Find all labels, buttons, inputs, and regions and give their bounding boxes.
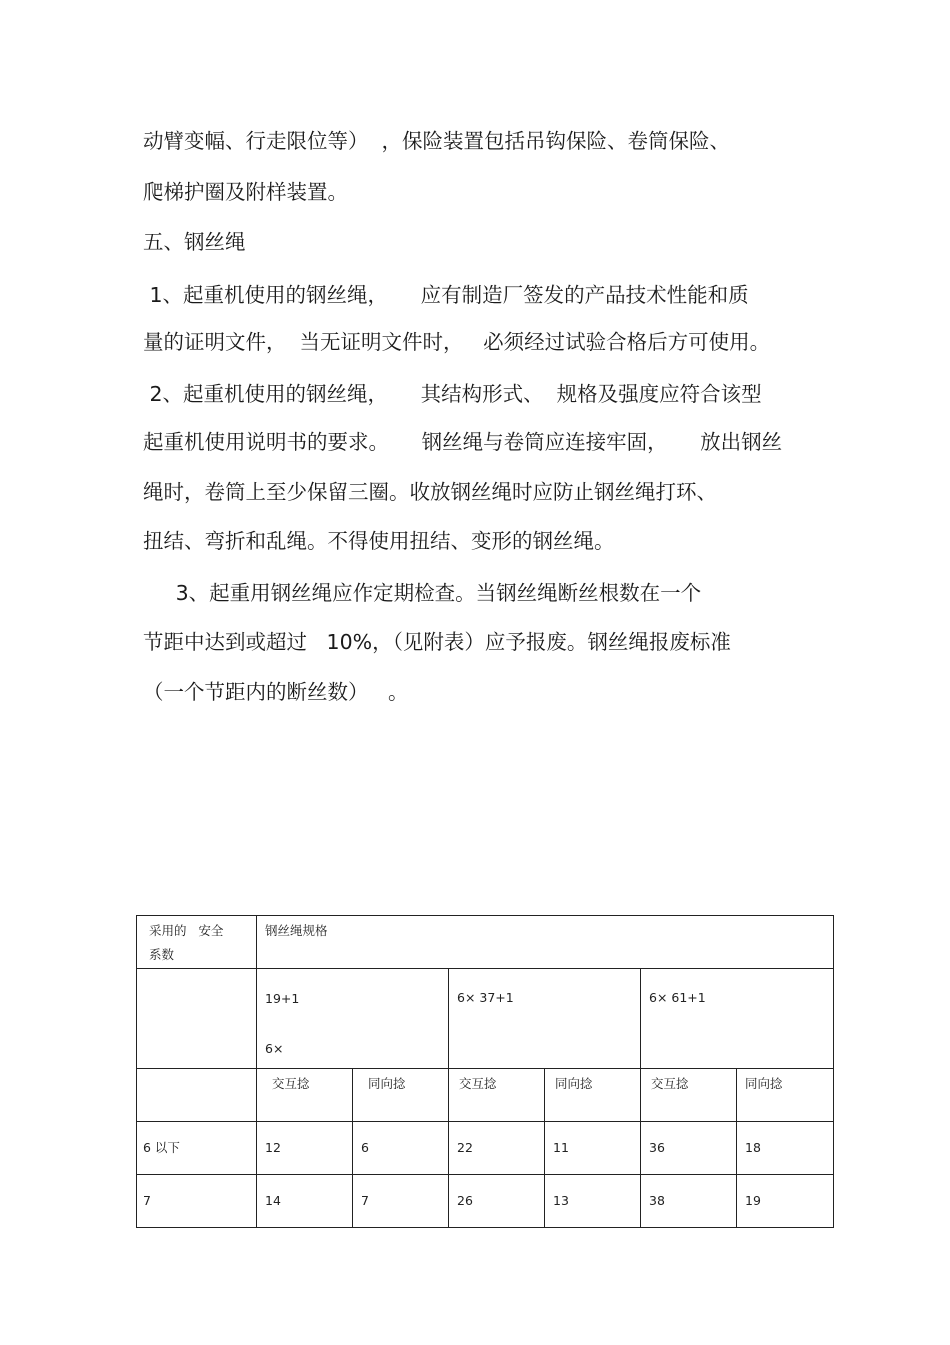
table-row — [137, 916, 834, 969]
table-cell: 13 — [545, 1175, 641, 1228]
table-subheader: 同向捻 — [737, 1069, 834, 1122]
wire-rope-scrap-table — [136, 915, 834, 1228]
table-cell-empty — [137, 969, 257, 1069]
paragraph-line: 1、起重机使用的钢丝绳， 应有制造厂签发的产品技术性能和质 — [143, 283, 749, 307]
table-cell: 7 — [353, 1175, 449, 1228]
paragraph-line: 3、起重用钢丝绳应作定期检查。当钢丝绳断丝根数在一个 — [143, 581, 702, 605]
table-cell: 26 — [449, 1175, 545, 1228]
table-spec-group: 19+1 6× — [257, 969, 449, 1069]
table-header-rope-spec: 钢丝绳规格 — [257, 916, 834, 969]
table-cell: 19 — [737, 1175, 834, 1228]
table-spec-group: 6× 37+1 — [449, 969, 641, 1069]
paragraph-line: 扭结、弯折和乱绳。不得使用扭结、变形的钢丝绳。 — [143, 529, 615, 553]
table-row — [137, 969, 834, 1069]
table-cell: 18 — [737, 1122, 834, 1175]
table-subheader: 同向捻 — [353, 1069, 449, 1122]
table-header-safety-factor: 采用的 安全 系数 — [137, 916, 257, 969]
paragraph-line: 起重机使用说明书的要求。 钢丝绳与卷筒应连接牢固， 放出钢丝 — [143, 430, 783, 454]
table-cell-factor: 7 — [137, 1175, 257, 1228]
section-heading: 五、钢丝绳 — [143, 230, 246, 254]
table-subheader: 交互捻 — [257, 1069, 353, 1122]
table-row — [137, 1175, 834, 1228]
table-row — [137, 1122, 834, 1175]
paragraph-line: （一个节距内的断丝数） 。 — [143, 680, 409, 704]
table-cell: 36 — [641, 1122, 737, 1175]
table-subheader: 同向捻 — [545, 1069, 641, 1122]
table-cell: 6 — [353, 1122, 449, 1175]
table-subheader: 交互捻 — [641, 1069, 737, 1122]
paragraph-line: 节距中达到或超过 10%，（见附表）应予报废。钢丝绳报废标准 — [143, 630, 731, 654]
table-cell: 12 — [257, 1122, 353, 1175]
table-row — [137, 1069, 834, 1122]
paragraph-line: 2、起重机使用的钢丝绳， 其结构形式、 规格及强度应符合该型 — [143, 382, 762, 406]
paragraph-line: 爬梯护圈及附样装置。 — [143, 180, 348, 204]
table-cell: 38 — [641, 1175, 737, 1228]
table-cell-factor: 6 以下 — [137, 1122, 257, 1175]
paragraph-line: 动臂变幅、行走限位等） ，保险装置包括吊钩保险、卷筒保险、 — [143, 129, 731, 153]
table-cell-empty — [137, 1069, 257, 1122]
table-cell: 22 — [449, 1122, 545, 1175]
table-cell: 11 — [545, 1122, 641, 1175]
paragraph-line: 绳时，卷筒上至少保留三圈。收放钢丝绳时应防止钢丝绳打环、 — [143, 480, 717, 504]
paragraph-line: 量的证明文件， 当无证明文件时， 必须经过试验合格后方可使用。 — [143, 330, 771, 354]
table-spec-group: 6× 61+1 — [641, 969, 834, 1069]
table-subheader: 交互捻 — [449, 1069, 545, 1122]
table-cell: 14 — [257, 1175, 353, 1228]
